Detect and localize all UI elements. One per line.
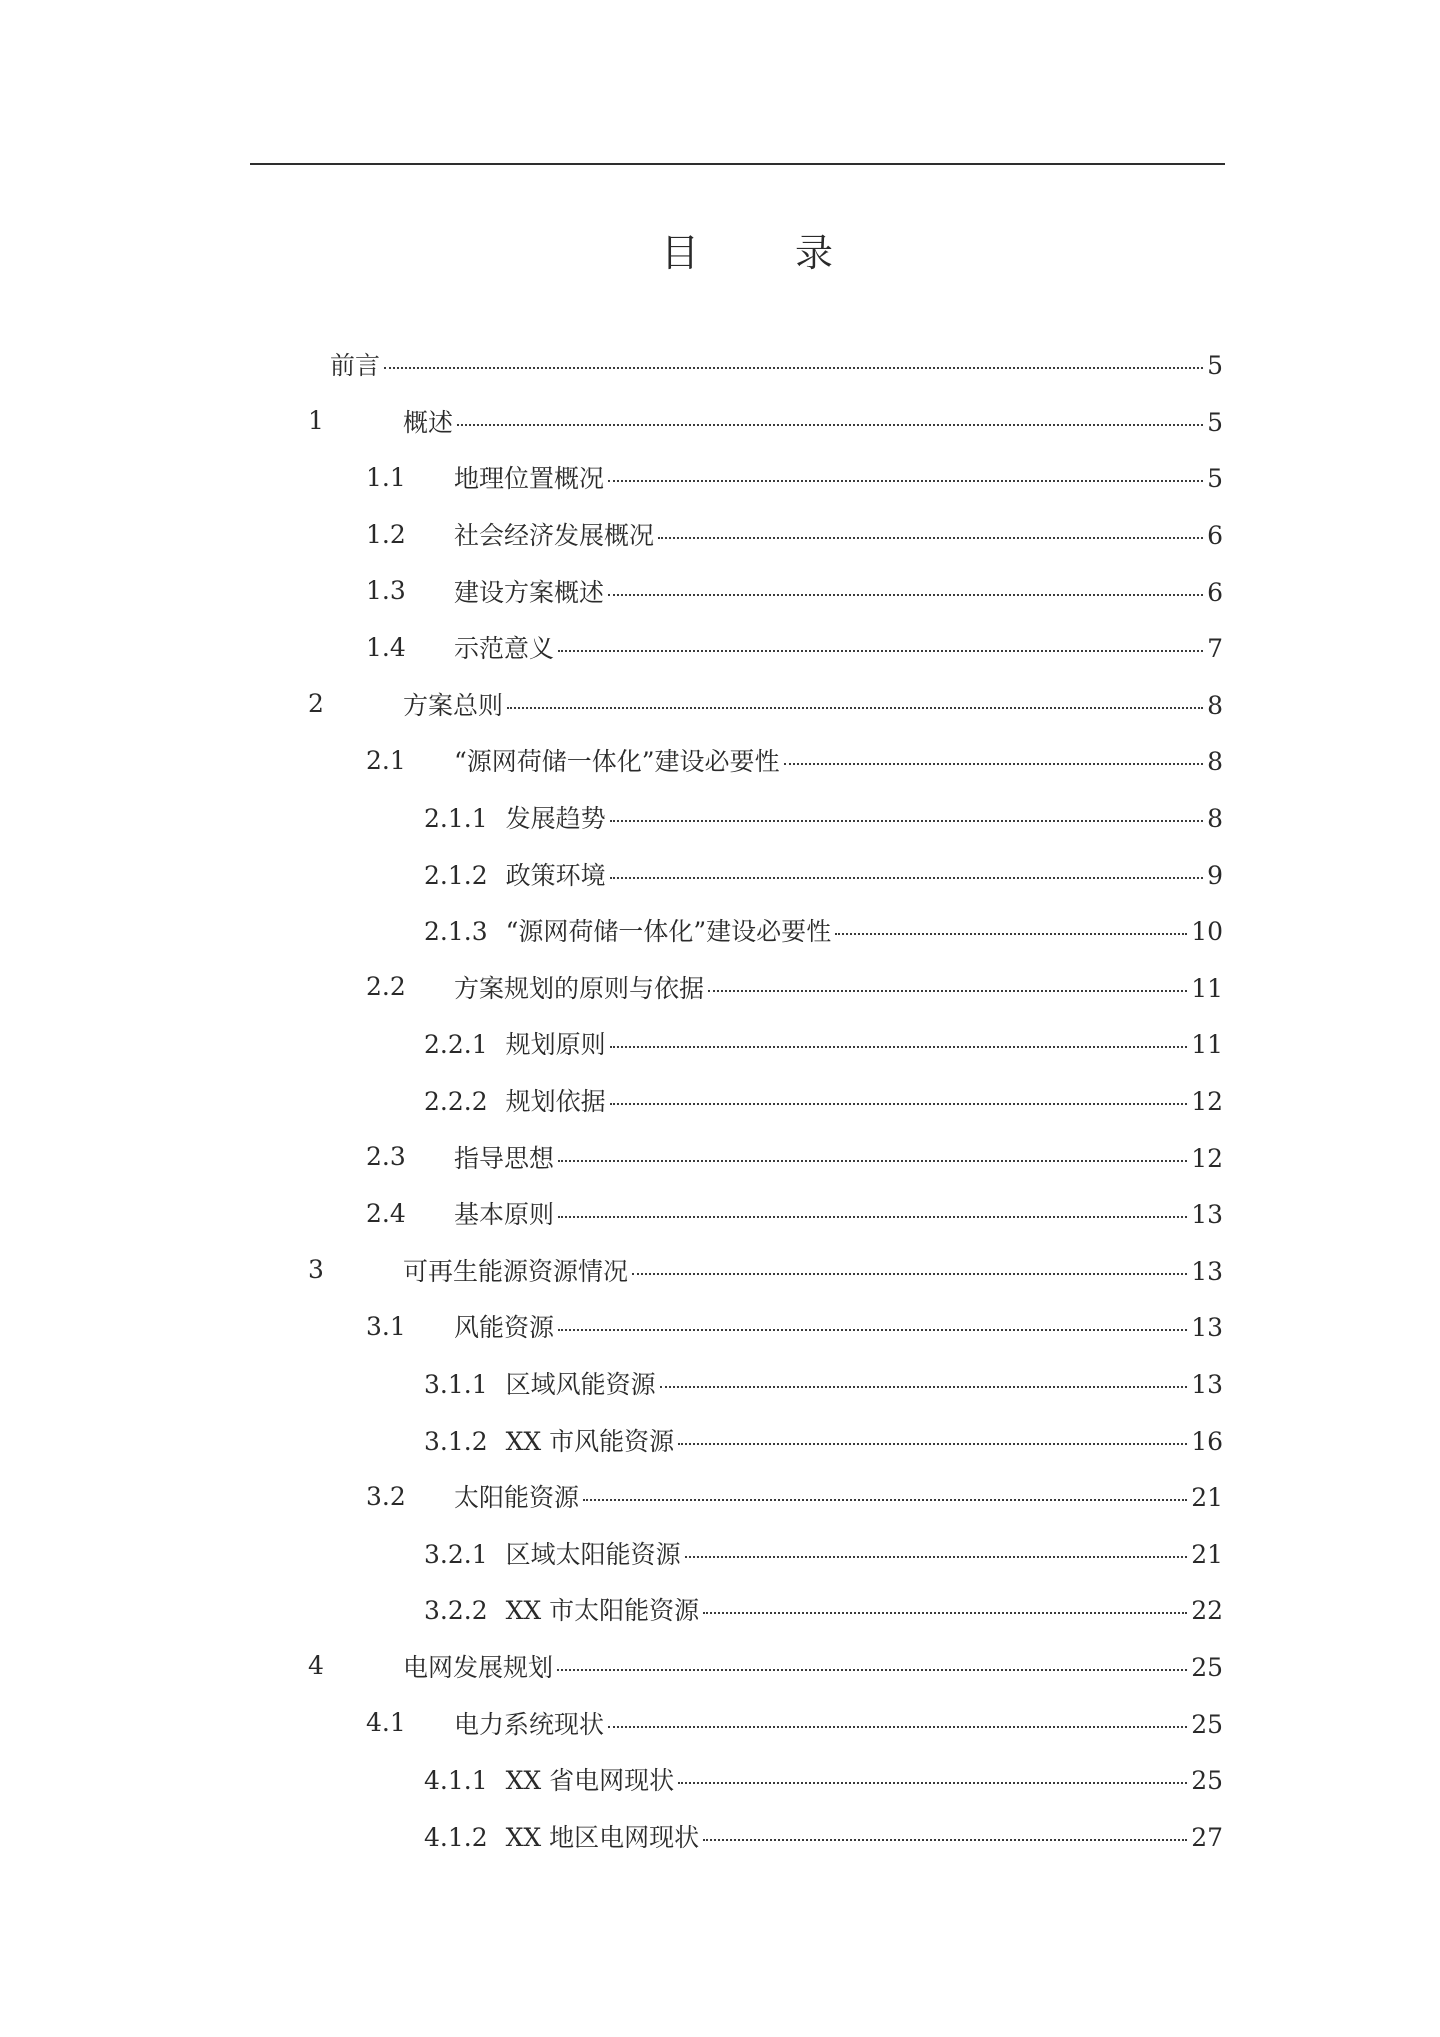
toc-entry-number: 2.3 [366, 1142, 406, 1172]
dot-leader [608, 480, 1203, 482]
toc-entry-label-wrap [454, 969, 708, 1005]
toc-entry-label-wrap [330, 346, 384, 382]
toc-entry-line [454, 629, 1223, 665]
toc-entry-label-wrap [454, 516, 658, 552]
toc-entry-label: XX 地区电网现状 [505, 1822, 700, 1852]
toc-entry-page: 5 [1207, 464, 1223, 494]
dot-leader [660, 1386, 1188, 1388]
dot-leader [658, 537, 1203, 539]
dot-leader [608, 594, 1203, 596]
toc-entry-label-wrap [454, 573, 608, 609]
toc-entry-line [424, 1365, 1223, 1401]
toc-entry-line [424, 1535, 1223, 1571]
toc-entry-label: 区域风能资源 [505, 1369, 656, 1399]
toc-entry-page: 6 [1207, 577, 1223, 607]
toc-entry-line [454, 1139, 1223, 1175]
dot-leader [384, 367, 1203, 369]
toc-entry-page: 16 [1191, 1426, 1223, 1456]
toc-title: 目 录 [660, 231, 876, 275]
toc-entry-page: 25 [1191, 1652, 1223, 1682]
toc-entry[interactable] [0, 1751, 1440, 1808]
dot-leader [685, 1556, 1188, 1558]
toc-entry-label: 区域太阳能资源 [505, 1539, 681, 1569]
toc-entry-label-wrap [454, 1195, 558, 1231]
dot-leader [678, 1443, 1187, 1445]
toc-entry-label: 建设方案概述 [454, 577, 605, 607]
toc-entry-label: 地理位置概况 [454, 464, 605, 494]
toc-entry-page: 22 [1191, 1596, 1223, 1626]
toc-entry[interactable] [0, 1298, 1440, 1355]
toc-entry-label-wrap [424, 1365, 660, 1401]
toc-entry-label-wrap [454, 459, 608, 495]
toc-entry-line [454, 516, 1223, 552]
toc-entry[interactable] [0, 676, 1440, 733]
toc-entry-line [424, 1025, 1223, 1061]
toc-entry-number: 3.1.1 [424, 1369, 488, 1399]
dot-leader [703, 1839, 1187, 1841]
toc-entry-page: 8 [1207, 747, 1223, 777]
toc-entry-label: 发展趋势 [505, 804, 606, 834]
toc-entry[interactable] [0, 449, 1440, 506]
toc-entry-label: 风能资源 [454, 1313, 555, 1343]
toc-entry[interactable] [0, 1072, 1440, 1129]
toc-entry-label: 示范意义 [454, 634, 555, 664]
toc-entry-label-wrap [403, 1252, 632, 1288]
dot-leader [835, 933, 1187, 935]
toc-entry[interactable] [0, 1355, 1440, 1412]
toc-entry-page: 11 [1191, 973, 1223, 1003]
toc-entry-label-wrap [424, 912, 835, 948]
toc-entry-label-wrap [424, 1422, 678, 1458]
dot-leader [610, 877, 1203, 879]
toc-entry-label-wrap [403, 686, 507, 722]
toc-entry-label: 概述 [403, 407, 454, 437]
toc-entry-page: 8 [1207, 804, 1223, 834]
toc-entry[interactable] [0, 732, 1440, 789]
toc-entry-number: 1.1 [366, 462, 406, 492]
toc-entry-page: 5 [1207, 351, 1223, 381]
toc-entry-number: 3.2.1 [424, 1539, 488, 1569]
toc-entry-label: “源网荷储一体化”建设必要性 [505, 917, 832, 947]
toc-entry-number: 1.3 [366, 576, 406, 606]
toc-entry-number: 2.1.1 [424, 804, 488, 834]
toc-entry-label: 前言 [330, 351, 381, 381]
toc-entry[interactable] [0, 1524, 1440, 1581]
toc-entry[interactable] [0, 393, 1440, 450]
dot-leader [703, 1612, 1187, 1614]
toc-entry-number: 3.2.2 [424, 1596, 488, 1626]
toc-entry-line [403, 686, 1223, 722]
toc-entry[interactable] [0, 789, 1440, 846]
toc-entry-label: 社会经济发展概况 [454, 521, 655, 551]
toc-entry-page: 10 [1191, 917, 1223, 947]
toc-entry-number: 4 [308, 1651, 324, 1681]
toc-entry-label: 政策环境 [505, 860, 606, 890]
header-rule [250, 163, 1225, 165]
toc-entry-label-wrap [454, 1139, 558, 1175]
toc-entry-label: 方案规划的原则与依据 [454, 973, 705, 1003]
toc-entry-page: 21 [1191, 1539, 1223, 1569]
toc-entry-label: 规划依据 [505, 1087, 606, 1117]
toc-entry-label-wrap [403, 403, 457, 439]
toc-entry-page: 12 [1191, 1087, 1223, 1117]
toc-entry-label-wrap [424, 1082, 610, 1118]
toc-entry-line [403, 1648, 1223, 1684]
toc-entry-number: 1 [308, 406, 324, 436]
toc-entry-page: 25 [1191, 1766, 1223, 1796]
toc-entry-number: 3.1.2 [424, 1426, 488, 1456]
toc-entry-number: 2.2.2 [424, 1087, 488, 1117]
toc-entry-label: 基本原则 [454, 1200, 555, 1230]
toc-entry-line [330, 346, 1223, 382]
toc-entry-line [403, 403, 1223, 439]
toc-entry[interactable] [0, 1015, 1440, 1072]
toc-entry-line [424, 1761, 1223, 1797]
toc-entry-label: 太阳能资源 [454, 1483, 580, 1513]
toc-entry[interactable] [0, 619, 1440, 676]
toc-entry-page: 13 [1191, 1256, 1223, 1286]
dot-leader [632, 1273, 1187, 1275]
toc-entry[interactable] [0, 959, 1440, 1016]
toc-entry-label: 指导思想 [454, 1143, 555, 1173]
toc-entry-line [454, 1195, 1223, 1231]
toc-entry-label: XX 市太阳能资源 [505, 1596, 700, 1626]
toc-entry-label-wrap [454, 742, 784, 778]
toc-entry-line [424, 1082, 1223, 1118]
toc-entry-line [454, 459, 1223, 495]
toc-entry-page: 21 [1191, 1483, 1223, 1513]
toc-entry-label-wrap [424, 856, 610, 892]
dot-leader [610, 1103, 1188, 1105]
toc-entry-label: 规划原则 [505, 1030, 606, 1060]
toc-entry-label: “源网荷储一体化”建设必要性 [454, 747, 780, 777]
dot-leader [610, 1046, 1188, 1048]
dot-leader [558, 1329, 1187, 1331]
dot-leader [608, 1726, 1187, 1728]
toc-entry-label-wrap [424, 1818, 703, 1854]
toc-entry-page: 13 [1191, 1369, 1223, 1399]
toc-entry-label-wrap [403, 1648, 557, 1684]
dot-leader [610, 820, 1203, 822]
toc-entry-number: 2.2 [366, 972, 406, 1002]
dot-leader [583, 1499, 1187, 1501]
toc-entry-line [403, 1252, 1223, 1288]
toc-entry-line [424, 799, 1223, 835]
toc-entry-number: 2.1 [366, 745, 406, 775]
toc-entry[interactable] [0, 336, 1440, 393]
toc-entry[interactable] [0, 1581, 1440, 1638]
toc-entry-label: 电力系统现状 [454, 1709, 605, 1739]
toc-entry-label-wrap [424, 1761, 678, 1797]
dot-leader [558, 1160, 1187, 1162]
toc-entry-line [454, 1308, 1223, 1344]
toc-entry[interactable] [0, 1638, 1440, 1695]
toc-entry-label: XX 省电网现状 [505, 1766, 675, 1796]
toc-entry-label: 可再生能源资源情况 [403, 1256, 629, 1286]
toc-entry-page: 9 [1207, 860, 1223, 890]
toc-entry-number: 3.1 [366, 1311, 406, 1341]
toc-entry-line [424, 856, 1223, 892]
toc-entry-label-wrap [424, 1591, 703, 1627]
toc-entry-label-wrap [454, 1308, 558, 1344]
toc-entry-number: 1.4 [366, 632, 406, 662]
toc-entry-line [424, 1818, 1223, 1854]
toc-entry-page: 6 [1207, 521, 1223, 551]
toc-entry-line [454, 1478, 1223, 1514]
dot-leader [507, 707, 1203, 709]
toc-entry-label: XX 市风能资源 [505, 1426, 675, 1456]
toc-entry-label-wrap [424, 799, 610, 835]
toc-entry[interactable] [0, 1242, 1440, 1299]
table-of-contents [0, 336, 1440, 1864]
toc-entry-number: 2 [308, 689, 324, 719]
toc-entry-page: 8 [1207, 690, 1223, 720]
toc-entry-line [424, 912, 1223, 948]
toc-entry-page: 27 [1191, 1822, 1223, 1852]
toc-entry[interactable] [0, 1128, 1440, 1185]
dot-leader [557, 1669, 1187, 1671]
toc-entry-number: 2.2.1 [424, 1030, 488, 1060]
toc-entry-number: 2.1.2 [424, 860, 488, 890]
dot-leader [678, 1782, 1187, 1784]
toc-entry-label-wrap [454, 629, 558, 665]
toc-entry[interactable] [0, 1411, 1440, 1468]
toc-entry-line [454, 742, 1223, 778]
toc-entry[interactable] [0, 1694, 1440, 1751]
toc-entry-page: 25 [1191, 1709, 1223, 1739]
toc-entry-label-wrap [454, 1478, 583, 1514]
toc-entry[interactable] [0, 1807, 1440, 1864]
toc-entry-number: 4.1 [366, 1708, 406, 1738]
toc-entry-page: 11 [1191, 1030, 1223, 1060]
toc-entry-page: 7 [1207, 634, 1223, 664]
toc-entry-number: 3.2 [366, 1481, 406, 1511]
toc-entry[interactable] [0, 1185, 1440, 1242]
dot-leader [558, 650, 1203, 652]
toc-entry[interactable] [0, 902, 1440, 959]
toc-entry-line [424, 1591, 1223, 1627]
toc-entry[interactable] [0, 506, 1440, 563]
toc-entry-page: 13 [1191, 1313, 1223, 1343]
toc-entry-label: 电网发展规划 [403, 1652, 554, 1682]
toc-entry[interactable] [0, 845, 1440, 902]
toc-entry-page: 13 [1191, 1200, 1223, 1230]
toc-entry[interactable] [0, 1468, 1440, 1525]
toc-entry-line [454, 573, 1223, 609]
toc-entry-page: 12 [1191, 1143, 1223, 1173]
toc-entry-number: 2.1.3 [424, 917, 488, 947]
toc-entry-number: 3 [308, 1255, 324, 1285]
dot-leader [784, 763, 1204, 765]
dot-leader [708, 990, 1187, 992]
dot-leader [457, 424, 1203, 426]
toc-entry-label: 方案总则 [403, 690, 504, 720]
toc-entry-label-wrap [424, 1535, 685, 1571]
toc-entry-line [424, 1422, 1223, 1458]
toc-entry-label-wrap [424, 1025, 610, 1061]
toc-entry-number: 2.4 [366, 1198, 406, 1228]
toc-entry-line [454, 1705, 1223, 1741]
toc-entry-label-wrap [454, 1705, 608, 1741]
toc-entry-number: 4.1.1 [424, 1766, 488, 1796]
toc-entry-number: 1.2 [366, 519, 406, 549]
toc-entry-line [454, 969, 1223, 1005]
dot-leader [558, 1216, 1187, 1218]
toc-entry[interactable] [0, 562, 1440, 619]
toc-entry-number: 4.1.2 [424, 1822, 488, 1852]
toc-entry-page: 5 [1207, 407, 1223, 437]
